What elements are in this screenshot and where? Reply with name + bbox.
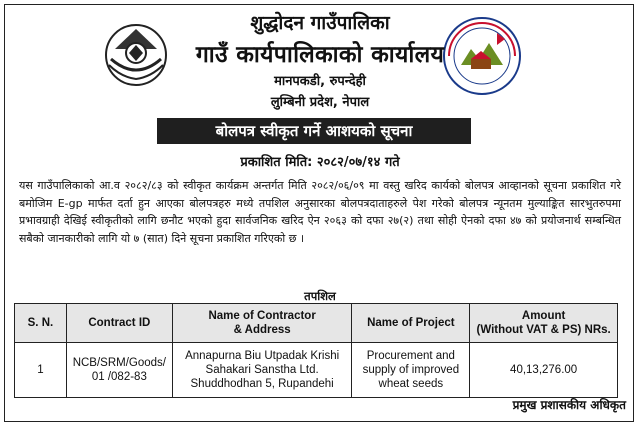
cell-contractor-line2: Sahakari Sanstha Ltd. [205, 364, 319, 376]
cell-contractor-line1: Annapurna Biu Utpadak Krishi [185, 350, 340, 362]
header-contract-id: Contract ID [66, 304, 172, 343]
table-row [15, 343, 618, 398]
header-sn: S. N. [15, 304, 67, 343]
details-heading: तपशिल [304, 289, 336, 303]
published-date: प्रकाशित मिति: २०८२/०७/१४ गते [240, 155, 400, 170]
signatory-title: प्रमुख प्रशासकीय अधिकृत [512, 398, 626, 412]
cell-project-line1: Procurement and [366, 350, 455, 362]
header-amount-line1: Amount [521, 310, 566, 322]
header-project: Name of Project [352, 304, 470, 343]
office-location: मानपकडी, रुपन्देही [274, 74, 366, 89]
notice-title-banner: बोलपत्र स्वीकृत गर्ने आशयको सूचना [157, 118, 471, 144]
cell-contract-id [66, 343, 172, 398]
notice-body-paragraph: यस गाउँपालिकाको आ.व २०८२/८३ को स्वीकृत कार्यक्रम अन्तर्गत मिति २०८२/०६/०९ मा वस्तु खरिद कार्यको बोलपत्र आव्हानको सूचना प्रकाशित गरे बमोजिम E-gp मार्फत दर्ता हुन आएका बोलपत्रहरु मध्ये तपशिल अनुसारका बोलपत्रदाताहरुले पेश गरेको बोलपत्र न्यूनतम मुल्याङ्कित सारभुतरुपमा प्रभावग्राही देखिई स्वीकृतीको लागि छनौट भएको हुदा सार्वजनिक खरिद ऐन २०६३ को दफा २७(२) तथा सोही ऐनको दफा ४७ को प्रयोजनार्थ सम्बन्धित सबैको जानकारीको लागि यो ७ (सात) दिने सूचना प्रकाशित गरिएको छ । [19, 179, 621, 245]
office-name: गाउँ कार्यपालिकाको कार्यालय [195, 42, 445, 68]
awarded-contracts-table [14, 303, 618, 398]
header-amount-line2: (Without VAT & PS) NRs. [476, 324, 611, 336]
cell-sn: 1 [15, 343, 67, 398]
header-contractor-line1: Name of Contractor [208, 310, 316, 322]
cell-contractor [172, 343, 352, 398]
cell-project-line2: supply of improved [362, 364, 460, 376]
province-name: लुम्बिनी प्रदेश, नेपाल [270, 95, 370, 110]
cell-contractor-line3: Shuddhodhan 5, Rupandehi [190, 378, 334, 390]
cell-project [352, 343, 470, 398]
municipality-name: शुद्धोदन गाउँपालिका [250, 12, 390, 34]
cell-contract-id-line1: NCB/SRM/Goods/ [72, 357, 166, 369]
header-contractor [172, 304, 352, 343]
table-header-row [15, 304, 618, 343]
header-contractor-line2: & Address [233, 324, 291, 336]
header-amount [470, 304, 618, 343]
cell-amount: 40,13,276.00 [470, 343, 618, 398]
cell-contract-id-line2: 01 /082-83 [91, 371, 147, 383]
cell-project-line3: wheat seeds [378, 378, 444, 390]
